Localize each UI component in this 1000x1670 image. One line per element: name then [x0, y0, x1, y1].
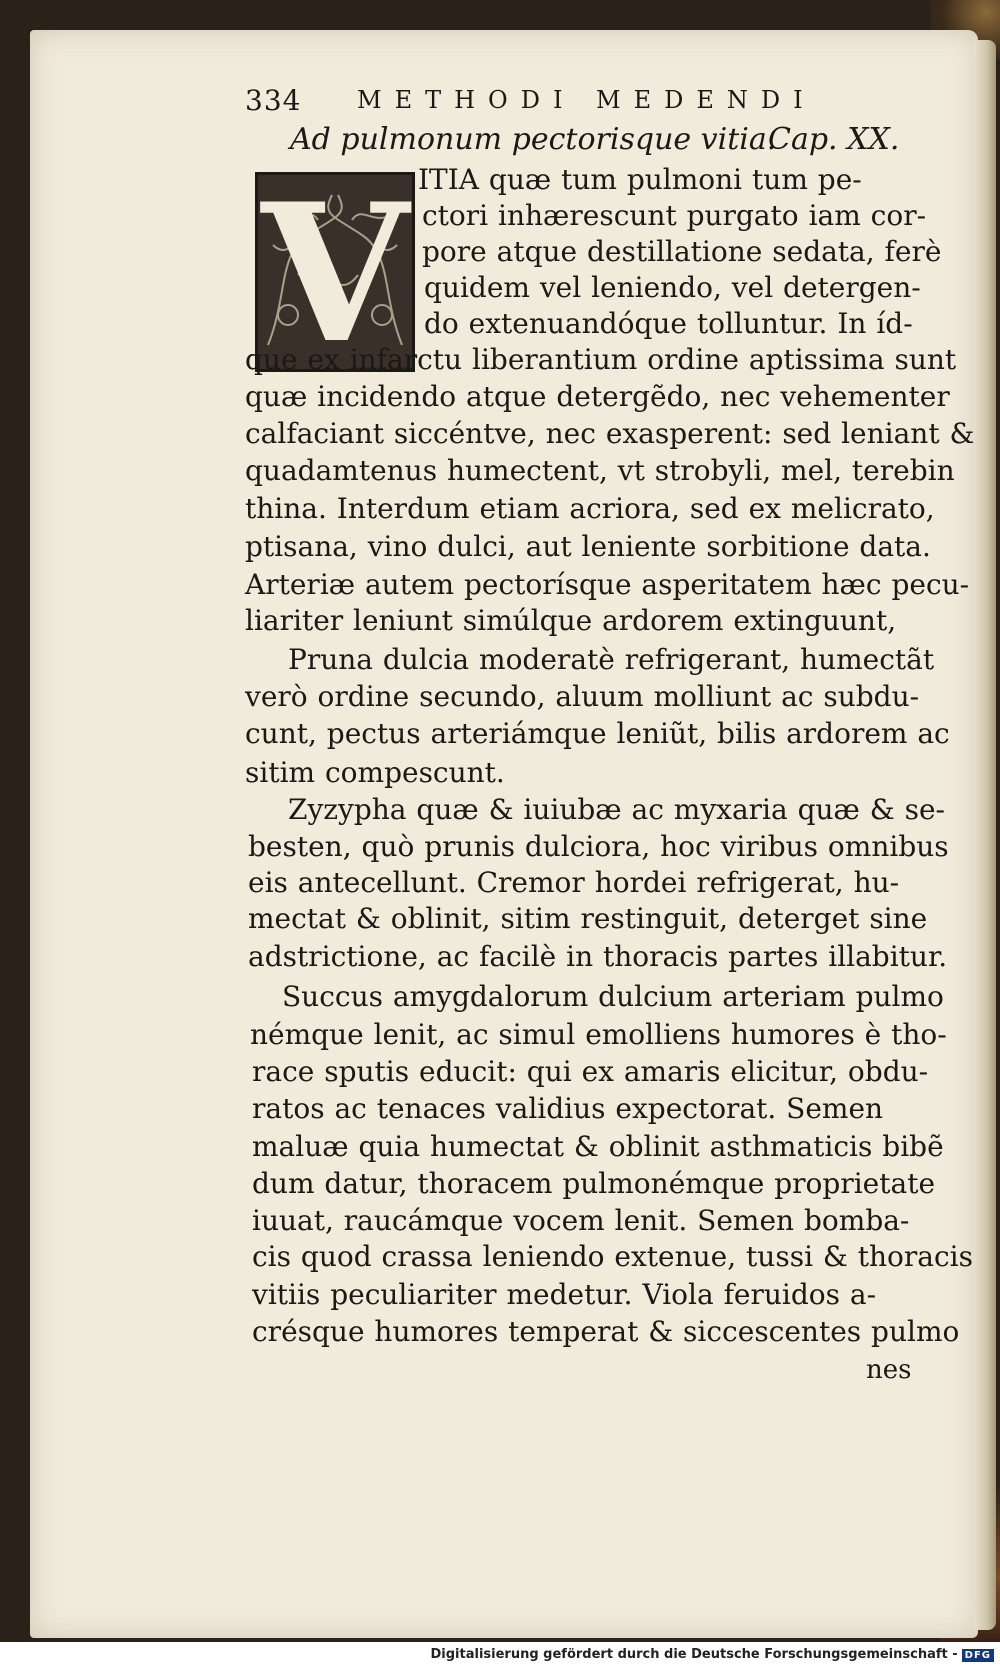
- text-line: crésque humores temperat & siccescentes pulmo: [252, 1315, 960, 1348]
- text-line: ITIA quæ tum pulmoni tum pe-: [418, 163, 862, 196]
- text-line: iuuat, raucámque vocem lenit. Semen bomba-: [252, 1204, 910, 1237]
- text-line: quadamtenus humectent, vt strobyli, mel, terebin: [245, 454, 955, 487]
- text-line: ratos ac tenaces validius expectorat. Semen: [252, 1092, 884, 1125]
- footer-credit: [431, 1647, 995, 1662]
- dfg-logo-icon: DFG: [962, 1649, 994, 1662]
- chapter-heading: [290, 122, 910, 157]
- text-line: calfaciant siccéntve, nec exasperent: sed leniant &: [245, 417, 975, 450]
- text-line: do extenuandóque tolluntur. In íd-: [424, 307, 913, 340]
- footer-credit-text: Digitalisierung gefördert durch die Deutsche Forschungsgemeinschaft -: [430, 1647, 958, 1662]
- digitization-footer: [0, 1642, 1000, 1670]
- running-head: [245, 84, 845, 124]
- text-line: besten, quò prunis dulciora, hoc viribus omnibus: [248, 830, 949, 863]
- running-title: METHODI MEDENDI: [357, 86, 816, 114]
- text-line: némque lenit, ac simul emolliens humores è tho-: [250, 1018, 947, 1051]
- catchword: nes: [866, 1355, 912, 1385]
- text-line: quæ incidendo atque detergẽdo, nec vehementer: [245, 380, 950, 413]
- text-line: race sputis educit: qui ex amaris elicitur, obdu-: [252, 1055, 929, 1088]
- text-line: mectat & oblinit, sitim restinguit, deterget sine: [248, 902, 928, 935]
- page-number: 334: [245, 84, 302, 117]
- text-line: ptisana, vino dulci, aut leniente sorbitione data.: [245, 530, 931, 563]
- text-line: cis quod crassa leniendo extenue, tussi & thoracis: [252, 1240, 973, 1273]
- text-line: pore atque destillatione sedata, ferè: [422, 235, 942, 268]
- text-line: ctori inhærescunt purgato iam cor-: [422, 199, 927, 232]
- page-fore-edge: [974, 40, 996, 1630]
- chapter-title: Ad pulmonum pectorisque vitia.: [290, 122, 777, 157]
- text-line: quidem vel leniendo, vel detergen-: [424, 271, 921, 304]
- text-line: verò ordine secundo, aluum molliunt ac subdu-: [245, 680, 920, 713]
- text-line: adstrictione, ac facilè in thoracis partes illabitur.: [248, 940, 948, 973]
- text-line: liariter leniunt simúlque ardorem extinguunt,: [245, 604, 897, 637]
- text-line: dum datur, thoracem pulmonémque proprietate: [252, 1167, 936, 1200]
- text-line: que ex infarctu liberantium ordine aptissima sunt: [245, 343, 957, 376]
- decorated-initial: [255, 172, 415, 372]
- text-line: vitiis peculiariter medetur. Viola feruidos a-: [252, 1278, 877, 1311]
- text-line: eis antecellunt. Cremor hordei refrigerat, hu-: [248, 866, 900, 899]
- text-line: cunt, pectus arteriámque leniũt, bilis ardorem ac: [245, 717, 950, 750]
- text-line: sitim compescunt.: [245, 756, 505, 789]
- chapter-number: Cap. XX.: [768, 122, 900, 157]
- text-line: Arteriæ autem pectorísque asperitatem hæc pecu-: [245, 568, 970, 601]
- text-line: Pruna dulcia moderatè refrigerant, humectãt: [288, 643, 935, 676]
- initial-letter: V: [261, 172, 409, 372]
- text-line: Succus amygdalorum dulcium arteriam pulmo: [282, 980, 944, 1013]
- text-line: maluæ quia humectat & oblinit asthmaticis bibẽ: [252, 1130, 944, 1163]
- text-line: Zyzypha quæ & iuiubæ ac myxaria quæ & se-: [288, 793, 945, 826]
- text-line: thina. Interdum etiam acriora, sed ex melicrato,: [245, 492, 935, 525]
